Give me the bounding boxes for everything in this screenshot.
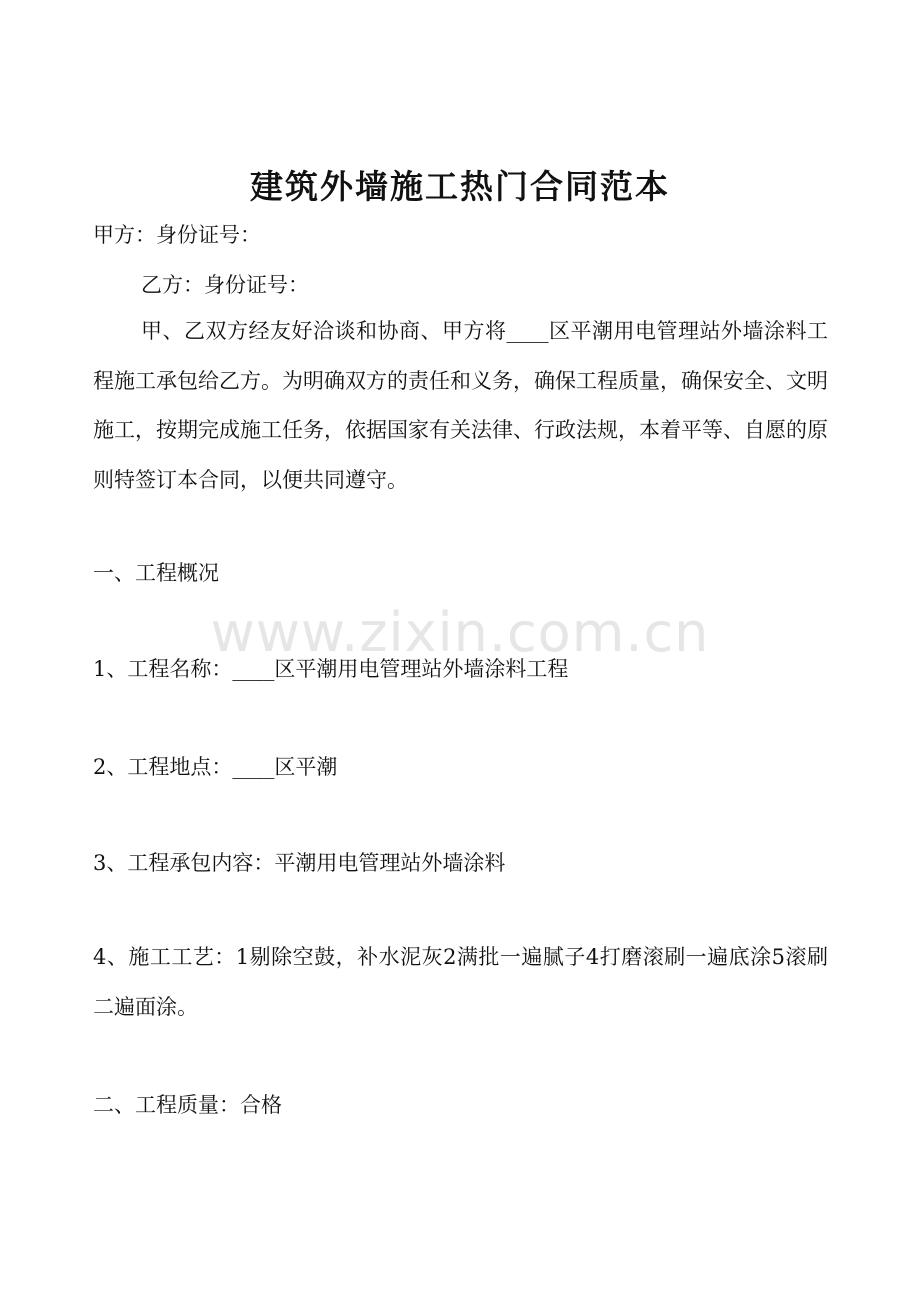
party-a-line: 甲方：身份证号： [93, 223, 261, 247]
intro-paragraph: 甲、乙双方经友好洽谈和协商、甲方将____区平潮用电管理站外墙涂料工程施工承包给乙方。为明确双方的责任和义务，确保工程质量，确保安全、文明施工，按期完成施工任务，依据国家有关法律、行政法规，本着平等、自愿的原则特签订本合同，以便共同遵守。 [93, 319, 828, 492]
project-scope-item: 3、工程承包内容：平潮用电管理站外墙涂料 [93, 851, 506, 875]
watermark-text: www.zixin.com.cn [210, 601, 710, 664]
project-location-item: 2、工程地点：____区平潮 [93, 755, 338, 779]
project-name-item: 1、工程名称：____区平潮用电管理站外墙涂料工程 [93, 657, 569, 681]
document-title: 建筑外墙施工热门合同范本 [250, 167, 670, 206]
construction-process-item: 4、施工工艺：1剔除空鼓，补水泥灰2满批一遍腻子4打磨滚刷一遍底涂5滚刷二遍面涂。 [93, 945, 828, 1019]
section-2-heading: 二、工程质量：合格 [93, 1093, 282, 1117]
party-b-line: 乙方：身份证号： [141, 273, 309, 297]
section-1-heading: 一、工程概况 [93, 561, 219, 585]
